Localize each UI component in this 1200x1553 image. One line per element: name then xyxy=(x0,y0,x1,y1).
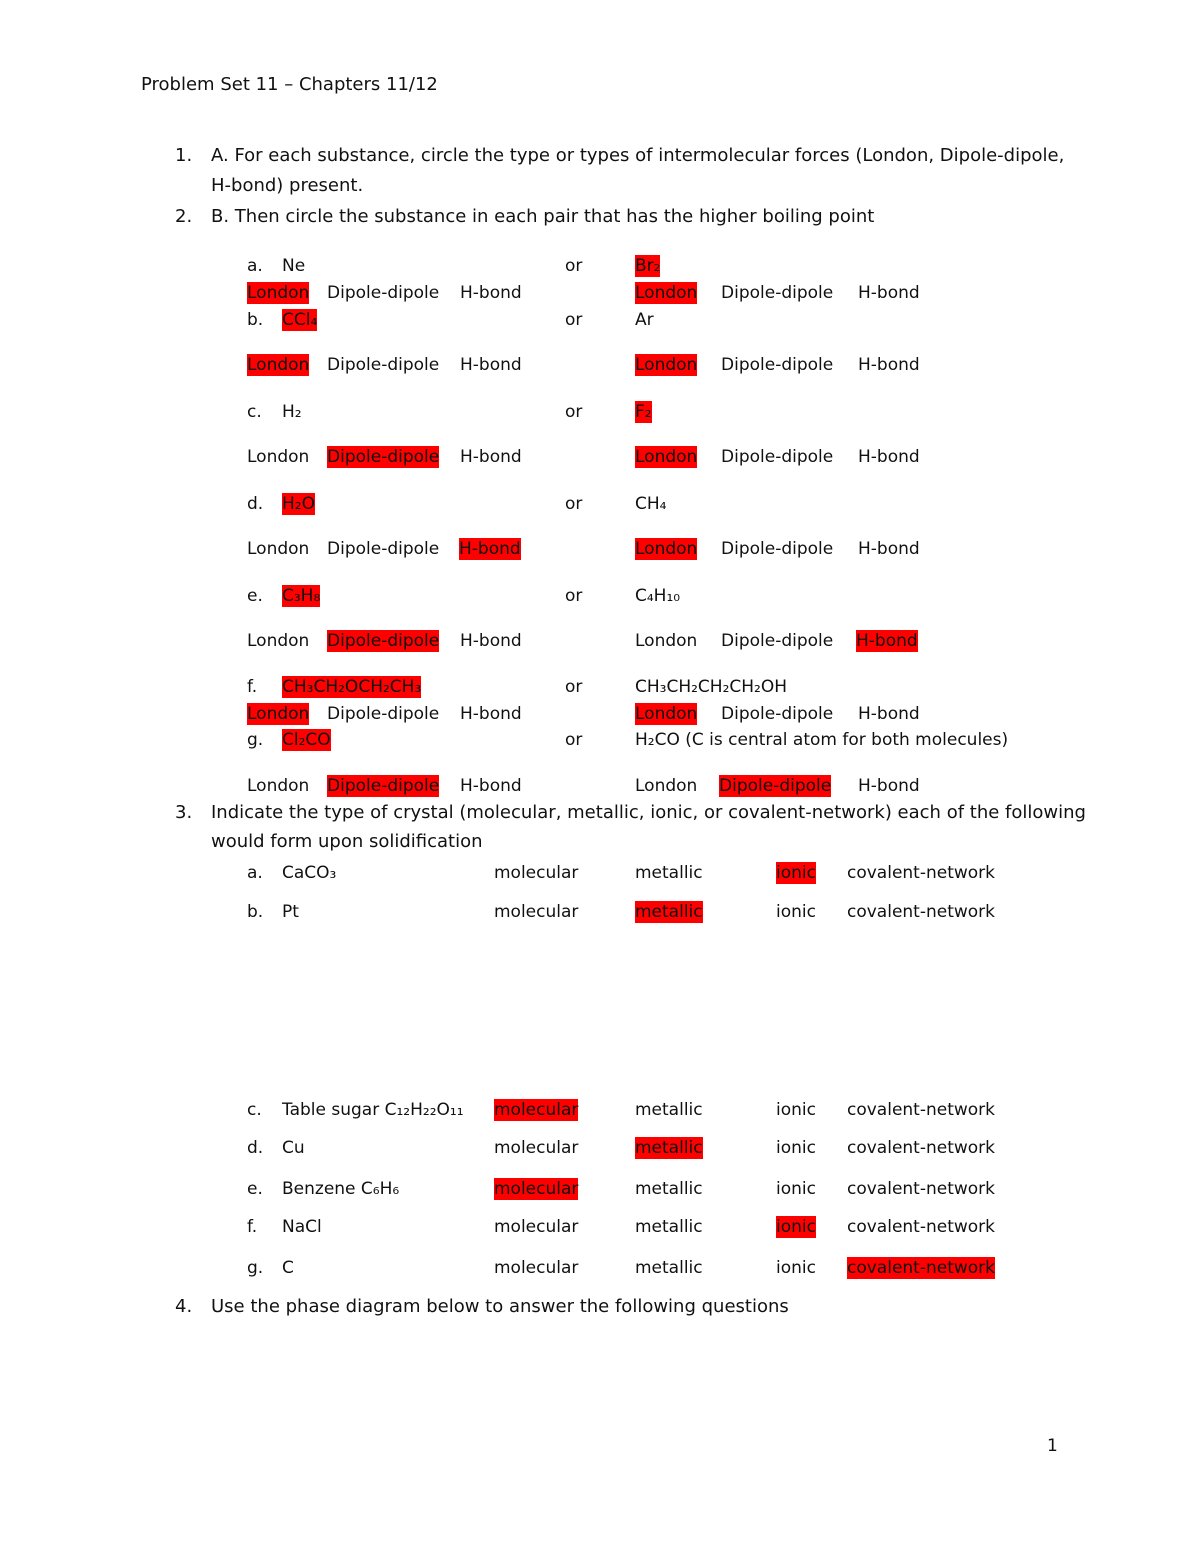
crystal-c-ionic: ionic xyxy=(776,1100,816,1120)
pair-f-letter: f. xyxy=(247,677,258,697)
pair-c-left-dipole: Dipole-dipole xyxy=(327,447,440,467)
pair-f-right-london: London xyxy=(635,704,698,724)
crystal-e-covalent-network: covalent-network xyxy=(847,1179,996,1199)
crystal-c-molecular: molecular xyxy=(494,1100,579,1120)
crystal-b-metallic: metallic xyxy=(635,902,703,922)
pair-d-right-london: London xyxy=(635,539,698,559)
crystal-d-metallic: metallic xyxy=(635,1138,703,1158)
pair-c-right-substance: F₂ xyxy=(635,402,652,422)
crystal-a-name: CaCO₃ xyxy=(282,863,337,883)
pair-c-or: or xyxy=(565,402,583,422)
pair-b-right-london: London xyxy=(635,355,698,375)
pair-g-right-substance: H₂CO (C is central atom for both molecules) xyxy=(635,730,1009,750)
pair-e-left-hbond: H-bond xyxy=(460,631,522,651)
question-2-number: 2. xyxy=(175,206,193,227)
pair-a-or: or xyxy=(565,256,583,276)
crystal-b-letter: b. xyxy=(247,902,264,922)
pair-d-right-dipole: Dipole-dipole xyxy=(721,539,834,559)
pair-e-left-substance: C₃H₈ xyxy=(282,586,321,606)
crystal-a-molecular: molecular xyxy=(494,863,579,883)
pair-d-right-hbond: H-bond xyxy=(858,539,920,559)
pair-e-or: or xyxy=(565,586,583,606)
pair-c-left-london: London xyxy=(247,447,310,467)
pair-e-right-london: London xyxy=(635,631,698,651)
pair-a-right-dipole: Dipole-dipole xyxy=(721,283,834,303)
crystal-f-metallic: metallic xyxy=(635,1217,703,1237)
pair-g-left-dipole: Dipole-dipole xyxy=(327,776,440,796)
pair-e-letter: e. xyxy=(247,586,263,606)
pair-d-left-dipole: Dipole-dipole xyxy=(327,539,440,559)
pair-b-left-dipole: Dipole-dipole xyxy=(327,355,440,375)
pair-g-right-dipole: Dipole-dipole xyxy=(719,776,832,796)
crystal-c-covalent-network: covalent-network xyxy=(847,1100,996,1120)
crystal-e-name: Benzene C₆H₆ xyxy=(282,1179,400,1199)
pair-g-right-hbond: H-bond xyxy=(858,776,920,796)
pair-f-left-hbond: H-bond xyxy=(460,704,522,724)
question-4-text: Use the phase diagram below to answer the following questions xyxy=(211,1296,789,1317)
crystal-e-metallic: metallic xyxy=(635,1179,703,1199)
pair-b-right-dipole: Dipole-dipole xyxy=(721,355,834,375)
crystal-f-ionic: ionic xyxy=(776,1217,816,1237)
pair-g-letter: g. xyxy=(247,730,264,750)
pair-b-right-substance: Ar xyxy=(635,310,654,330)
pair-e-left-dipole: Dipole-dipole xyxy=(327,631,440,651)
crystal-f-letter: f. xyxy=(247,1217,258,1237)
question-3-text: Indicate the type of crystal (molecular, metallic, ionic, or covalent-network) each of the following xyxy=(211,802,1086,823)
crystal-g-molecular: molecular xyxy=(494,1258,579,1278)
crystal-c-letter: c. xyxy=(247,1100,262,1120)
crystal-e-letter: e. xyxy=(247,1179,263,1199)
pair-f-right-dipole: Dipole-dipole xyxy=(721,704,834,724)
crystal-g-ionic: ionic xyxy=(776,1258,816,1278)
question-4-number: 4. xyxy=(175,1296,193,1317)
pair-c-letter: c. xyxy=(247,402,262,422)
crystal-b-molecular: molecular xyxy=(494,902,579,922)
crystal-e-ionic: ionic xyxy=(776,1179,816,1199)
crystal-g-metallic: metallic xyxy=(635,1258,703,1278)
question-1-text-line2: H-bond) present. xyxy=(211,175,364,196)
pair-b-right-hbond: H-bond xyxy=(858,355,920,375)
crystal-e-molecular: molecular xyxy=(494,1179,579,1199)
question-1-number: 1. xyxy=(175,145,193,166)
pair-d-or: or xyxy=(565,494,583,514)
pair-f-left-dipole: Dipole-dipole xyxy=(327,704,440,724)
pair-g-or: or xyxy=(565,730,583,750)
pair-c-right-london: London xyxy=(635,447,698,467)
crystal-d-molecular: molecular xyxy=(494,1138,579,1158)
pair-e-left-london: London xyxy=(247,631,310,651)
pair-g-left-london: London xyxy=(247,776,310,796)
pair-b-left-london: London xyxy=(247,355,310,375)
pair-f-left-substance: CH₃CH₂OCH₂CH₃ xyxy=(282,677,422,697)
pair-a-left-dipole: Dipole-dipole xyxy=(327,283,440,303)
pair-c-right-dipole: Dipole-dipole xyxy=(721,447,834,467)
pair-g-left-hbond: H-bond xyxy=(460,776,522,796)
pair-c-left-substance: H₂ xyxy=(282,402,302,422)
pair-a-letter: a. xyxy=(247,256,263,276)
question-1-text: A. For each substance, circle the type or types of intermolecular forces (London, Dipole-dipole, xyxy=(211,145,1065,166)
crystal-d-name: Cu xyxy=(282,1138,305,1158)
pair-c-left-hbond: H-bond xyxy=(460,447,522,467)
crystal-c-metallic: metallic xyxy=(635,1100,703,1120)
page-number: 1 xyxy=(1047,1436,1058,1456)
pair-f-left-london: London xyxy=(247,704,310,724)
crystal-c-name: Table sugar C₁₂H₂₂O₁₁ xyxy=(282,1100,464,1120)
pair-e-right-hbond: H-bond xyxy=(856,631,918,651)
pair-f-or: or xyxy=(565,677,583,697)
question-2-text: B. Then circle the substance in each pair that has the higher boiling point xyxy=(211,206,875,227)
pair-d-right-substance: CH₄ xyxy=(635,494,667,514)
pair-d-left-hbond: H-bond xyxy=(459,539,521,559)
crystal-g-covalent-network: covalent-network xyxy=(847,1258,996,1278)
question-3-number: 3. xyxy=(175,802,193,823)
crystal-a-ionic: ionic xyxy=(776,863,816,883)
pair-a-right-hbond: H-bond xyxy=(858,283,920,303)
pair-b-letter: b. xyxy=(247,310,264,330)
pair-a-right-substance: Br₂ xyxy=(635,256,661,276)
crystal-d-ionic: ionic xyxy=(776,1138,816,1158)
crystal-g-letter: g. xyxy=(247,1258,264,1278)
pair-f-right-substance: CH₃CH₂CH₂CH₂OH xyxy=(635,677,788,697)
crystal-a-covalent-network: covalent-network xyxy=(847,863,996,883)
crystal-f-name: NaCl xyxy=(282,1217,322,1237)
pair-b-left-substance: CCl₄ xyxy=(282,310,318,330)
pair-g-left-substance: Cl₂CO xyxy=(282,730,331,750)
pair-a-left-substance: Ne xyxy=(282,256,306,276)
pair-d-left-substance: H₂O xyxy=(282,494,315,514)
crystal-d-covalent-network: covalent-network xyxy=(847,1138,996,1158)
pair-c-right-hbond: H-bond xyxy=(858,447,920,467)
pair-e-right-substance: C₄H₁₀ xyxy=(635,586,681,606)
pair-a-left-london: London xyxy=(247,283,310,303)
crystal-d-letter: d. xyxy=(247,1138,264,1158)
pair-d-left-london: London xyxy=(247,539,310,559)
crystal-a-letter: a. xyxy=(247,863,263,883)
pair-b-or: or xyxy=(565,310,583,330)
crystal-b-ionic: ionic xyxy=(776,902,816,922)
crystal-g-name: C xyxy=(282,1258,294,1278)
crystal-b-name: Pt xyxy=(282,902,299,922)
crystal-f-covalent-network: covalent-network xyxy=(847,1217,996,1237)
pair-a-right-london: London xyxy=(635,283,698,303)
crystal-a-metallic: metallic xyxy=(635,863,703,883)
pair-f-right-hbond: H-bond xyxy=(858,704,920,724)
crystal-b-covalent-network: covalent-network xyxy=(847,902,996,922)
question-3-text-line2: would form upon solidification xyxy=(211,831,483,852)
page-header: Problem Set 11 – Chapters 11/12 xyxy=(141,74,438,95)
pair-g-right-london: London xyxy=(635,776,698,796)
pair-b-left-hbond: H-bond xyxy=(460,355,522,375)
pair-d-letter: d. xyxy=(247,494,264,514)
pair-e-right-dipole: Dipole-dipole xyxy=(721,631,834,651)
crystal-f-molecular: molecular xyxy=(494,1217,579,1237)
pair-a-left-hbond: H-bond xyxy=(460,283,522,303)
